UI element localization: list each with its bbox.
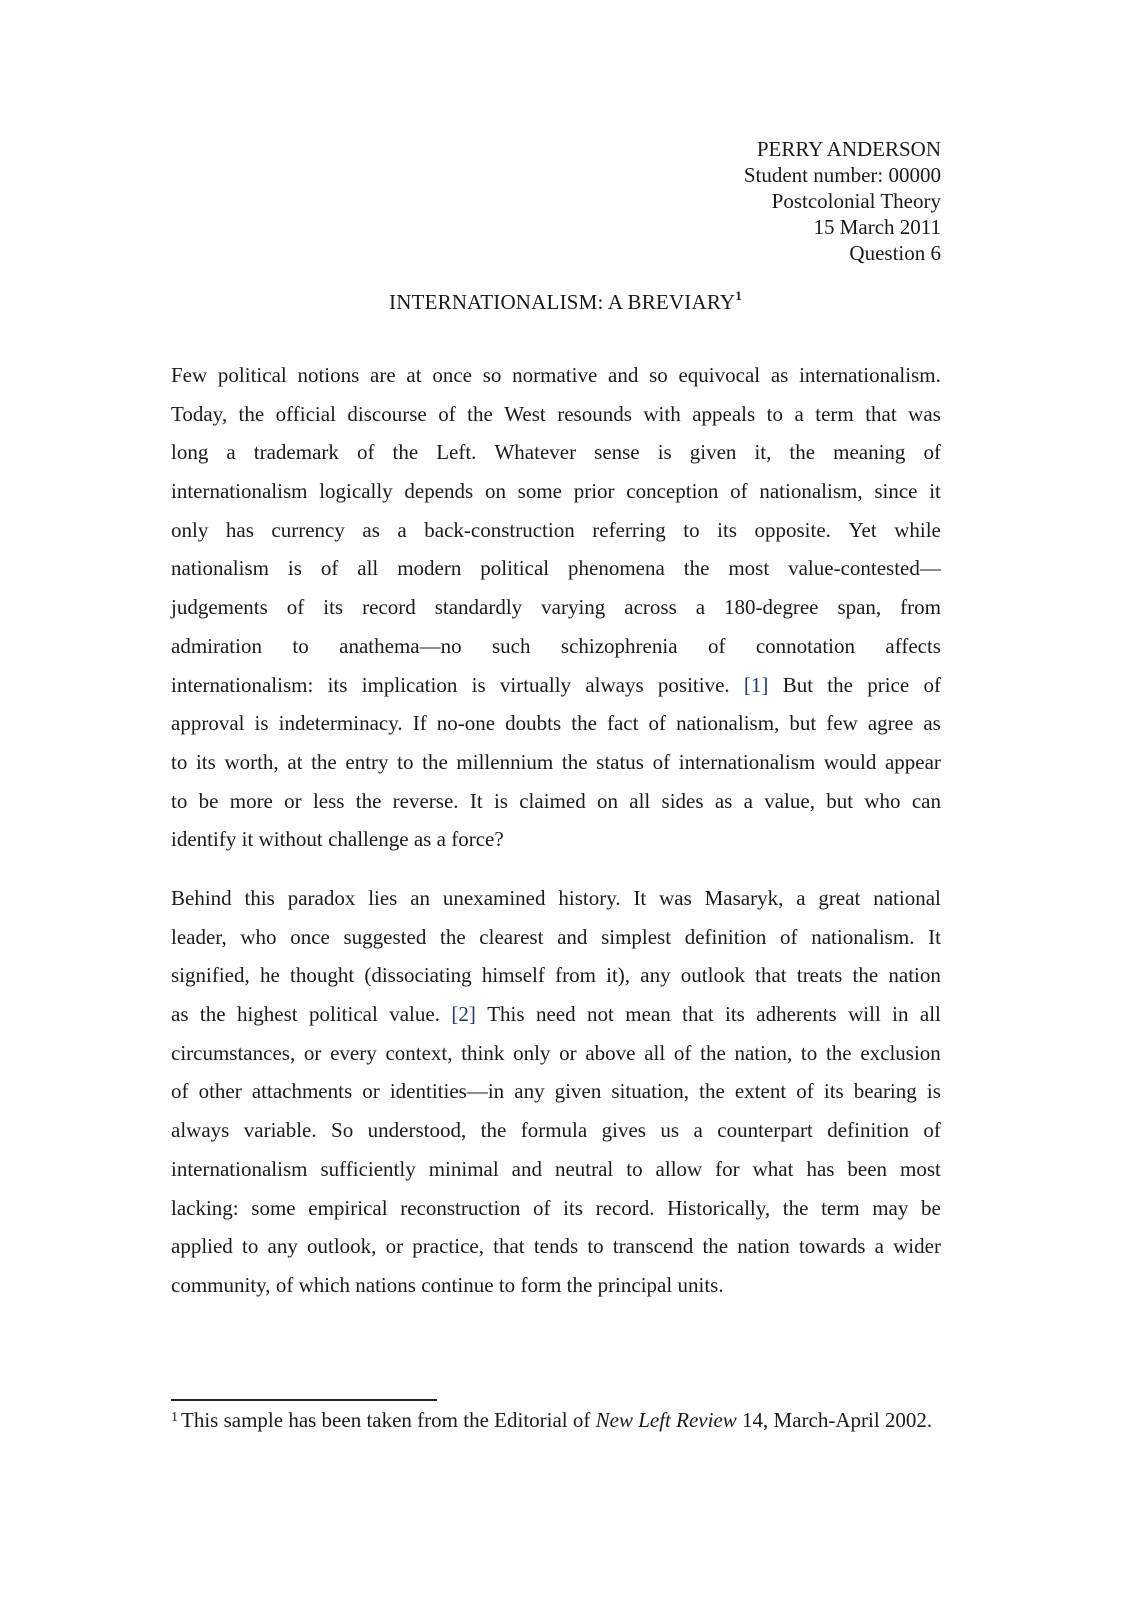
text-line: judgements of its record standardly varying across a 180-degree span, from — [171, 595, 941, 620]
text-line: long a trademark of the Left. Whatever sense is given it, the meaning of — [171, 440, 941, 465]
text-line: always variable. So understood, the formula gives us a counterpart definition of — [171, 1118, 941, 1143]
text-line: Behind this paradox lies an unexamined history. It was Masaryk, a great national — [171, 886, 941, 910]
text-line: internationalism: its implication is virtually always positive. [1] But the price of — [171, 666, 941, 705]
footnote-text-before: This sample has been taken from the Editorial of — [181, 1408, 596, 1432]
paragraph-1 — [171, 356, 941, 859]
footnote-text-after: 14, March-April 2002. — [736, 1408, 933, 1432]
text-line: only has currency as a back-construction referring to its opposite. Yet while — [171, 517, 941, 542]
footnote-1 — [171, 1406, 941, 1432]
text-line: of other attachments or identities—in any given situation, the extent of its bearing is — [171, 1079, 941, 1104]
text-line: internationalism sufficiently minimal and neutral to allow for what has been most — [171, 1156, 941, 1181]
text-line: signified, he thought (dissociating himself from it), any outlook that treats the nation — [171, 963, 941, 988]
text-line: as the highest political value. [2] This need not mean that its adherents will in all — [171, 995, 941, 1034]
text-line: lacking: some empirical reconstruction of its record. Historically, the term may be — [171, 1195, 941, 1220]
text-line: admiration to anathema—no such schizophrenia of connotation affects — [171, 633, 941, 658]
author-name: PERRY ANDERSON — [756, 137, 941, 161]
student-number: Student number: 00000 — [743, 163, 941, 187]
text-line: applied to any outlook, or practice, that tends to transcend the nation towards a wider — [171, 1234, 941, 1259]
text-line: internationalism logically depends on some prior conception of nationalism, since it — [171, 479, 941, 504]
text-line: community, of which nations continue to form the principal units. — [171, 1272, 724, 1297]
course-name: Postcolonial Theory — [771, 189, 941, 213]
paragraph-2 — [171, 879, 941, 1305]
text-line: to its worth, at the entry to the millennium the status of internationalism would appear — [171, 749, 941, 774]
text-line: leader, who once suggested the clearest and simplest definition of nationalism. It — [171, 924, 941, 949]
reference-link[interactable]: [1] — [743, 672, 769, 697]
text-line: identify it without challenge as a force? — [171, 827, 504, 852]
essay-title — [0, 288, 1131, 315]
footnote-separator — [171, 1399, 437, 1401]
title-text: INTERNATIONALISM: A BREVIARY — [389, 290, 736, 314]
date: 15 March 2011 — [813, 215, 941, 239]
text-line: Today, the official discourse of the West resounds with appeals to a term that was — [171, 401, 941, 426]
question-number: Question 6 — [849, 241, 941, 265]
author-info-block — [744, 136, 941, 266]
footnote-mark: 1 — [171, 1410, 178, 1425]
footnote-journal-title: New Left Review — [595, 1408, 737, 1432]
text-line: nationalism is of all modern political phenomena the most value-contested— — [171, 556, 941, 581]
text-line: Few political notions are at once so normative and so equivocal as internationalism. — [171, 363, 941, 387]
title-footnote-mark[interactable]: 1 — [735, 288, 742, 303]
text-line: to be more or less the reverse. It is claimed on all sides as a value, but who can — [171, 788, 941, 813]
text-line: circumstances, or every context, think only or above all of the nation, to the exclusion — [171, 1040, 941, 1065]
text-line: approval is indeterminacy. If no-one doubts the fact of nationalism, but few agree as — [171, 711, 941, 736]
reference-link[interactable]: [2] — [451, 1002, 476, 1027]
